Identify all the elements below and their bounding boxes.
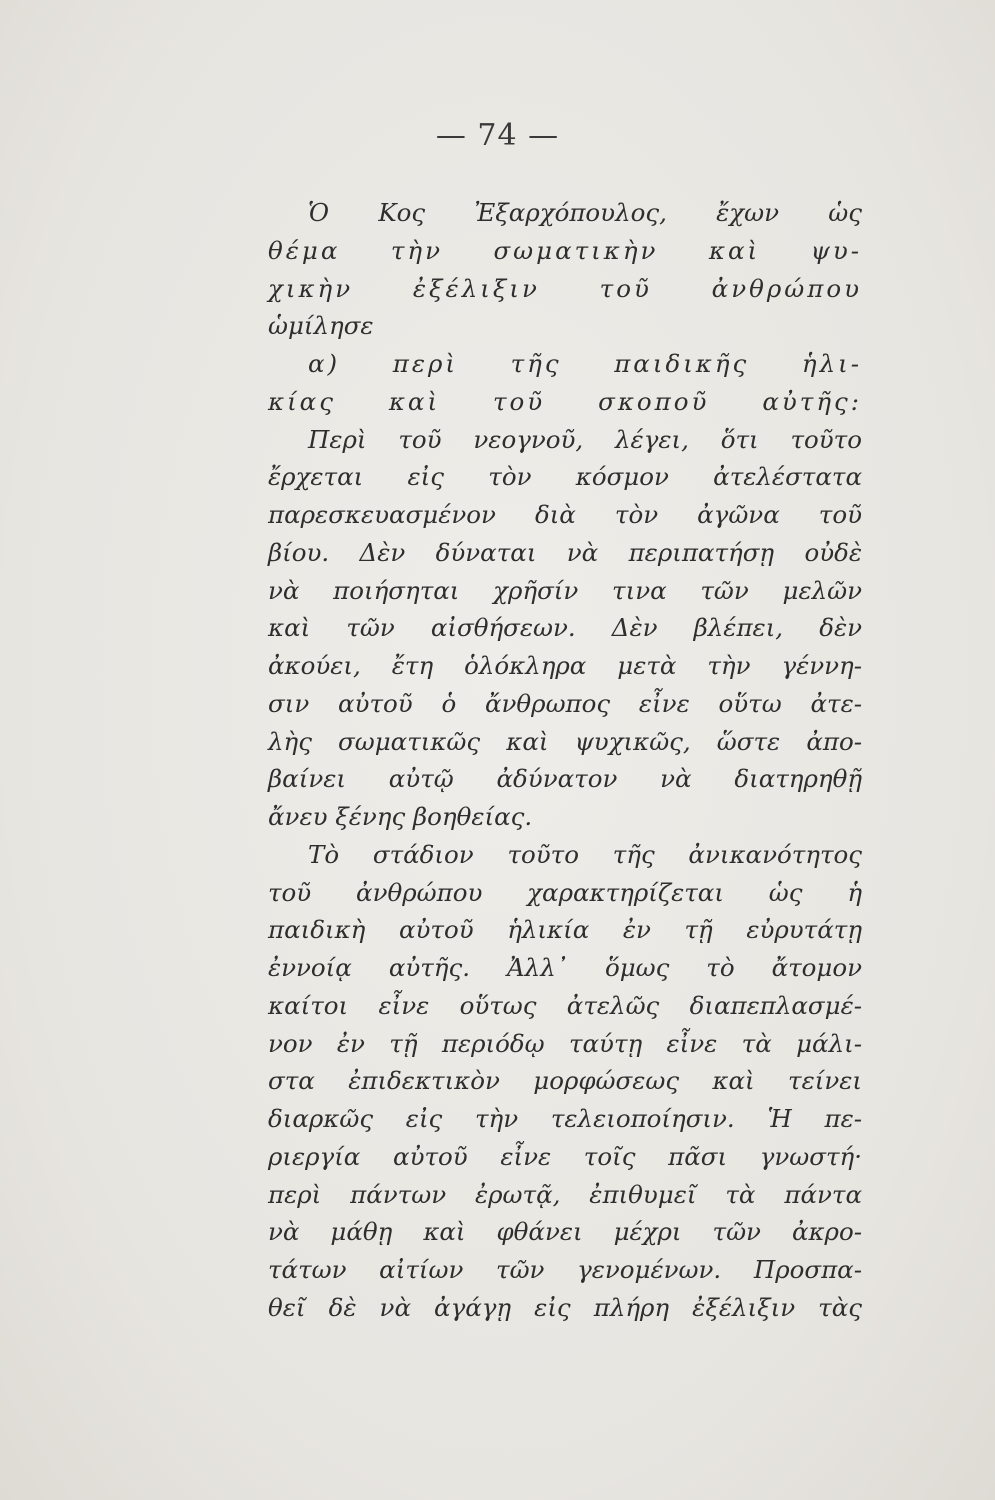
text-line: ἐννοίᾳ αὐτῆς. Ἀλλ᾽ ὅμως τὸ ἄτομον xyxy=(268,953,862,982)
text-line: ἀκούει, ἔτη ὁλόκληρα μετὰ τὴν γέννη- xyxy=(268,651,862,680)
text-line: σιν αὐτοῦ ὁ ἄνθρωπος εἶνε οὕτω ἀτε- xyxy=(268,688,862,718)
text-line: Τὸ στάδιον τοῦτο τῆς ἀνικανότητος xyxy=(308,839,862,869)
text-line: κίας καὶ τοῦ σκοποῦ αὐτῆς: xyxy=(268,386,862,416)
text-line: βαίνει αὐτῷ ἀδύνατον νὰ διατηρηθῇ xyxy=(268,764,862,794)
body-text xyxy=(268,194,862,1327)
text-line: α) περὶ τῆς παιδικῆς ἡλι- xyxy=(308,349,862,378)
text-line: Περὶ τοῦ νεογνοῦ, λέγει, ὅτι τοῦτο xyxy=(308,424,862,454)
text-line: διαρκῶς εἰς τὴν τελειοποίησιν. Ἡ πε- xyxy=(268,1104,862,1133)
text-line: νὰ μάθῃ καὶ φθάνει μέχρι τῶν ἀκρο- xyxy=(268,1217,862,1247)
text-line: νὰ ποιήσηται χρῆσίν τινα τῶν μελῶν xyxy=(268,575,862,605)
text-line: βίου. Δὲν δύναται νὰ περιπατήσῃ οὐδὲ xyxy=(268,537,862,567)
text-line: τάτων αἰτίων τῶν γενομένων. Προσπα- xyxy=(268,1255,862,1284)
text-line: θέμα τὴν σωματικὴν καὶ ψυ- xyxy=(268,235,862,265)
text-line: τοῦ ἀνθρώπου χαρακτηρίζεται ὡς ἡ xyxy=(268,877,862,907)
text-line: παιδικὴ αὐτοῦ ἡλικία ἐν τῇ εὐρυτάτῃ xyxy=(268,915,862,945)
text-line: καίτοι εἶνε οὕτως ἀτελῶς διαπεπλασμέ- xyxy=(268,990,862,1020)
text-line: θεῖ δὲ νὰ ἀγάγῃ εἰς πλήρη ἐξέλιξιν τὰς xyxy=(268,1292,862,1322)
text-line: νον ἐν τῇ περιόδῳ ταύτῃ εἶνε τὰ μάλι- xyxy=(268,1028,862,1058)
text-line: ἔρχεται εἰς τὸν κόσμον ἀτελέστατα xyxy=(268,462,862,492)
text-line: παρεσκευασμένον διὰ τὸν ἀγῶνα τοῦ xyxy=(268,500,862,529)
text-line: ὡμίλησε xyxy=(268,311,374,341)
text-line: λὴς σωματικῶς καὶ ψυχικῶς, ὥστε ἀπο- xyxy=(268,726,862,756)
page-number: — 74 — xyxy=(435,118,560,153)
text-line: καὶ τῶν αἰσθήσεων. Δὲν βλέπει, δὲν xyxy=(268,613,862,643)
text-line: ριεργία αὐτοῦ εἶνε τοῖς πᾶσι γνωστή· xyxy=(268,1141,862,1171)
text-line: χικὴν ἐξέλιξιν τοῦ ἀνθρώπου xyxy=(268,273,862,303)
text-line: περὶ πάντων ἐρωτᾷ, ἐπιθυμεῖ τὰ πάντα xyxy=(268,1179,862,1209)
text-line: ἄνευ ξένης βοηθείας. xyxy=(268,802,533,831)
text-line: Ὁ Κος Ἐξαρχόπουλος, ἔχων ὡς xyxy=(308,198,862,227)
text-line: στα ἐπιδεκτικὸν μορφώσεως καὶ τείνει xyxy=(268,1066,862,1096)
